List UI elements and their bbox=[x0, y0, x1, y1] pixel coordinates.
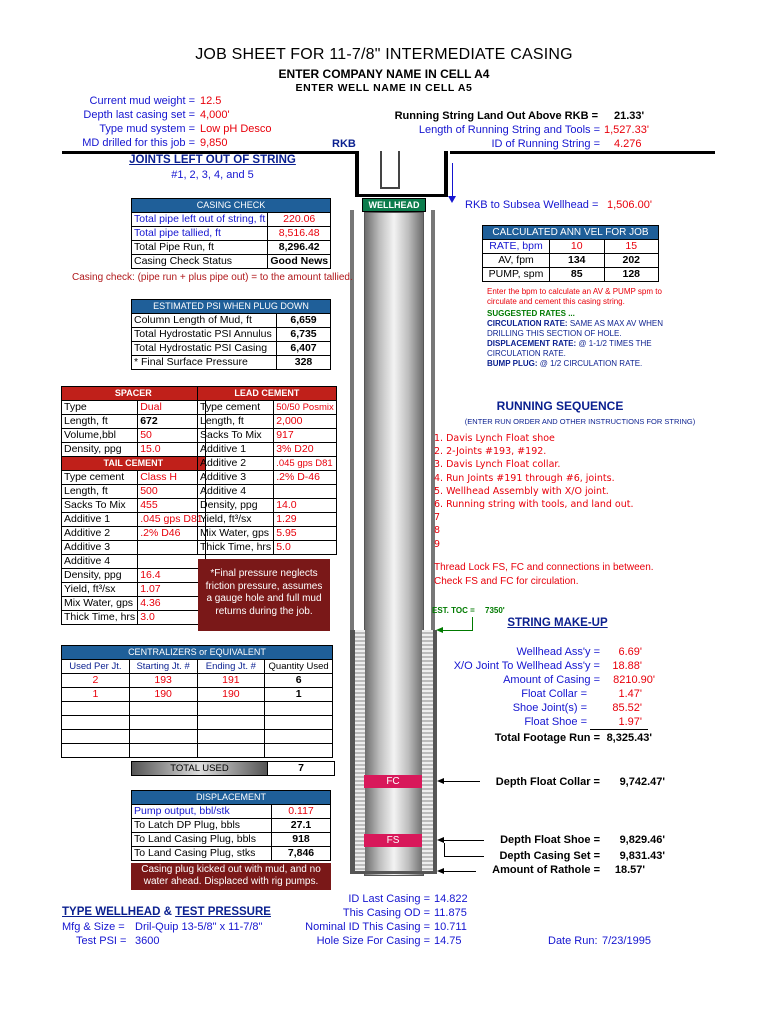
cent-cell bbox=[197, 716, 265, 730]
mud-weight-value: 12.5 bbox=[200, 95, 222, 107]
psi-value: 6,407 bbox=[277, 342, 331, 356]
psi-value: 6,735 bbox=[277, 328, 331, 342]
rkb-label: RKB bbox=[332, 138, 356, 150]
av-v2: 202 bbox=[604, 254, 659, 268]
depth-fc-label: Depth Float Collar = bbox=[495, 776, 600, 788]
rkb-subsea-value: 1,506.00' bbox=[607, 199, 652, 211]
landout-value: 21.33' bbox=[614, 110, 645, 122]
makeup-label: Amount of Casing = bbox=[503, 674, 600, 686]
tail-label: Additive 2 bbox=[62, 527, 138, 541]
disp-label: To Latch DP Plug, bbls bbox=[132, 819, 272, 833]
test-psi-label: Test PSI = bbox=[76, 935, 127, 947]
sequence-item: 6. Running string with tools, and land out. bbox=[434, 499, 634, 511]
tail-label: Mix Water, gps bbox=[62, 597, 138, 611]
casing-od-value: 11.875 bbox=[434, 907, 467, 919]
cc-label: Casing Check Status bbox=[132, 255, 268, 269]
bump-label: BUMP PLUG: bbox=[487, 359, 538, 368]
spacer-value: 15.0 bbox=[138, 443, 205, 457]
psi-label: * Final Surface Pressure bbox=[132, 356, 277, 370]
tail-value: 16.4 bbox=[138, 569, 205, 583]
makeup-total-label: Total Footage Run = bbox=[494, 732, 600, 744]
sequence-item: 1. Davis Lynch Float shoe bbox=[434, 433, 555, 444]
lead-value: 5.0 bbox=[274, 541, 337, 555]
subsea-arrow-head bbox=[448, 196, 456, 203]
tail-value: Class H bbox=[138, 471, 205, 485]
spacer-value: 672 bbox=[138, 415, 205, 429]
cent-cell bbox=[265, 730, 333, 744]
lead-value: .045 gps D81 bbox=[274, 457, 337, 471]
test-psi-value: 3600 bbox=[135, 935, 160, 947]
cent-cell bbox=[197, 744, 265, 758]
table-row bbox=[62, 674, 333, 688]
psi-label: Total Hydrostatic PSI Annulus bbox=[132, 328, 277, 342]
sequence-item: 3. Davis Lynch Float collar. bbox=[434, 459, 561, 471]
tail-label: Density, ppg bbox=[62, 569, 138, 583]
makeup-value: 8210.90' bbox=[613, 674, 655, 686]
casing-od-label: This Casing OD = bbox=[342, 907, 430, 919]
sequence-item: 4. Run Joints #191 through #6, joints. bbox=[434, 472, 615, 484]
lead-label: Density, ppg bbox=[198, 499, 274, 513]
cent-cell: 190 bbox=[129, 688, 197, 702]
wellhead-title-amp: & bbox=[163, 906, 172, 918]
float-collar-marker: FC bbox=[364, 775, 422, 788]
est-toc-label: EST. TOC = bbox=[432, 606, 475, 615]
tail-value: .045 gps D81 bbox=[138, 513, 205, 527]
running-sequence-list bbox=[434, 432, 724, 551]
company-name: ENTER COMPANY NAME IN CELL A4 bbox=[278, 67, 490, 81]
cent-header: Used Per Jt. bbox=[62, 660, 130, 674]
av-v1: 10 bbox=[550, 240, 605, 254]
nominal-id-label: Nominal ID This Casing = bbox=[305, 921, 430, 933]
disp-label: Pump output, bbl/stk bbox=[132, 805, 272, 819]
mud-weight-label: Current mud weight = bbox=[89, 95, 195, 107]
well-name: ENTER WELL NAME IN CELL A5 bbox=[295, 82, 473, 94]
cent-cell: 193 bbox=[129, 674, 197, 688]
casing-check-title: CASING CHECK bbox=[132, 199, 331, 213]
running-id-value: 4.276 bbox=[614, 138, 642, 150]
disp-value: 7,846 bbox=[272, 847, 331, 861]
last-casing-label: Depth last casing set = bbox=[83, 109, 195, 121]
spacer-value: 50 bbox=[138, 429, 205, 443]
joints-left-title: JOINTS LEFT OUT OF STRING bbox=[129, 154, 296, 166]
cent-header: Quantity Used bbox=[265, 660, 333, 674]
makeup-label: Shoe Joint(s) = bbox=[512, 702, 587, 714]
nominal-id-value: 10.711 bbox=[434, 921, 467, 933]
landout-label: Running String Land Out Above RKB = bbox=[394, 110, 598, 122]
table-row bbox=[62, 716, 333, 730]
makeup-value: 18.88' bbox=[612, 660, 642, 672]
av-v2: 15 bbox=[604, 240, 659, 254]
table-row bbox=[62, 730, 333, 744]
lead-label: Additive 4 bbox=[198, 485, 274, 499]
date-run-value: 7/23/1995 bbox=[602, 935, 651, 947]
tail-label: Additive 1 bbox=[62, 513, 138, 527]
spacer-label: Volume,bbl bbox=[62, 429, 138, 443]
last-casing-value: 4,000' bbox=[200, 109, 230, 121]
makeup-label: Wellhead Ass'y = bbox=[516, 646, 600, 658]
string-makeup-title bbox=[470, 617, 645, 629]
makeup-value: 85.52' bbox=[612, 702, 642, 714]
depth-cs-value: 9,831.43' bbox=[619, 850, 665, 862]
lead-value: 917 bbox=[274, 429, 337, 443]
makeup-label: Float Collar = bbox=[521, 688, 587, 700]
string-makeup-title-text: STRING MAKE-UP bbox=[507, 617, 608, 629]
hole-size-value: 14.75 bbox=[434, 935, 462, 947]
sequence-item: 2. 2-Joints #193, #192. bbox=[434, 446, 547, 458]
page-title: JOB SHEET FOR 11-7/8" INTERMEDIATE CASING bbox=[195, 46, 573, 63]
rate-notes bbox=[487, 319, 692, 369]
cc-value: 8,296.42 bbox=[268, 241, 331, 255]
md-drilled-value: 9,850 bbox=[200, 137, 228, 149]
casing-check-note: Casing check: (pipe run + plus pipe out) = to the amount tallied. bbox=[72, 272, 353, 283]
cent-cell bbox=[62, 744, 130, 758]
joints-left-list: #1, 2, 3, 4, and 5 bbox=[171, 169, 254, 181]
cent-cell: 1 bbox=[265, 688, 333, 702]
ann-vel-title: CALCULATED ANN VEL FOR JOB bbox=[483, 226, 659, 240]
running-id-label: ID of Running String = bbox=[491, 138, 600, 150]
lead-label: Type cement bbox=[198, 401, 274, 415]
subsea-arrow-line bbox=[452, 163, 453, 199]
disp-label: To Land Casing Plug, stks bbox=[132, 847, 272, 861]
cent-cell bbox=[197, 702, 265, 716]
makeup-sum-line bbox=[590, 729, 648, 730]
mud-system-value: Low pH Desco bbox=[200, 123, 272, 135]
lead-label: Mix Water, gps bbox=[198, 527, 274, 541]
tail-value: 455 bbox=[138, 499, 205, 513]
table-row bbox=[62, 744, 333, 758]
total-used-label: TOTAL USED bbox=[131, 761, 268, 776]
av-v2: 128 bbox=[604, 268, 659, 282]
psi-table bbox=[131, 299, 331, 370]
cc-value: 220.06 bbox=[268, 213, 331, 227]
wellhead-title-a: TYPE WELLHEAD bbox=[62, 906, 161, 918]
lead-value: 14.0 bbox=[274, 499, 337, 513]
tail-label: Additive 4 bbox=[62, 555, 138, 569]
id-last-casing-label: ID Last Casing = bbox=[348, 893, 430, 905]
wellhead-box: WELLHEAD bbox=[362, 198, 426, 212]
makeup-label: Float Shoe = bbox=[524, 716, 587, 728]
cc-status: Good News bbox=[268, 255, 331, 269]
cent-cell bbox=[62, 730, 130, 744]
mud-system-label: Type mud system = bbox=[99, 123, 195, 135]
table-row bbox=[62, 702, 333, 716]
lead-label: Additive 2 bbox=[198, 457, 274, 471]
depth-cs-label: Depth Casing Set = bbox=[499, 850, 600, 862]
disp-value: 918 bbox=[272, 833, 331, 847]
displacement-note: Casing plug kicked out with mud, and no water ahead. Displaced with rig pumps. bbox=[131, 863, 331, 890]
running-sequence-subtitle: (ENTER RUN ORDER AND OTHER INSTRUCTIONS FOR STRING) bbox=[464, 417, 696, 426]
spacer-title: SPACER bbox=[62, 387, 206, 401]
lead-value: 50/50 Posmix bbox=[274, 401, 337, 415]
tail-value: .2% D46 bbox=[138, 527, 205, 541]
cent-cell: 191 bbox=[197, 674, 265, 688]
spacer-label: Density, ppg bbox=[62, 443, 138, 457]
lead-title: LEAD CEMENT bbox=[198, 387, 337, 401]
cent-cell bbox=[62, 716, 130, 730]
tail-title: TAIL CEMENT bbox=[62, 457, 206, 471]
tail-value bbox=[138, 541, 205, 555]
fc-arrow-head bbox=[437, 778, 444, 784]
depth-fs-label: Depth Float Shoe = bbox=[500, 834, 600, 846]
cent-cell bbox=[129, 702, 197, 716]
lead-label: Length, ft bbox=[198, 415, 274, 429]
psi-title: ESTIMATED PSI WHEN PLUG DOWN bbox=[132, 300, 331, 314]
lead-label: Additive 1 bbox=[198, 443, 274, 457]
total-used-value: 7 bbox=[267, 761, 335, 776]
lead-label: Thick Time, hrs bbox=[198, 541, 274, 555]
sequence-item: 5. Wellhead Assembly with X/O joint. bbox=[434, 485, 609, 497]
running-sequence-title: RUNNING SEQUENCE bbox=[496, 399, 624, 413]
rathole-value: 18.57' bbox=[614, 864, 645, 876]
est-toc-value: 7350' bbox=[485, 606, 505, 615]
ann-vel-note: Enter the bpm to calculate an AV & PUMP spm to circulate and cement this casing string. bbox=[487, 287, 662, 306]
tail-value bbox=[138, 555, 205, 569]
rathole-label: Amount of Rathole = bbox=[492, 864, 600, 876]
cent-cell bbox=[62, 702, 130, 716]
makeup-value: 1.47' bbox=[618, 688, 642, 700]
lead-label: Yield, ft³/sx bbox=[198, 513, 274, 527]
tail-label: Type cement bbox=[62, 471, 138, 485]
tail-label: Sacks To Mix bbox=[62, 499, 138, 513]
makeup-total-value: 8,325.43' bbox=[606, 732, 652, 744]
rkb-line-right bbox=[450, 151, 715, 154]
lead-value: 1.29 bbox=[274, 513, 337, 527]
av-label: AV, fpm bbox=[483, 254, 550, 268]
lead-value: 2,000 bbox=[274, 415, 337, 429]
suggested-rates: SUGGESTED RATES ... bbox=[487, 309, 575, 318]
wellhead-test-title bbox=[62, 906, 271, 918]
psi-label: Column Length of Mud, ft bbox=[132, 314, 277, 328]
sequence-note-1: Thread Lock FS, FC and connections in between. bbox=[434, 562, 654, 573]
mfg-value: Dril-Quip 13-5/8" x 11-7/8" bbox=[135, 921, 263, 933]
cent-cell bbox=[265, 744, 333, 758]
rat-arrow-head bbox=[437, 868, 444, 874]
running-length-label: Length of Running String and Tools = bbox=[418, 124, 600, 136]
makeup-value: 1.97' bbox=[618, 716, 642, 728]
cent-header: Ending Jt. # bbox=[197, 660, 265, 674]
cc-value: 8,516.48 bbox=[268, 227, 331, 241]
disp-text: @ 1-1/2 TIMES THE CIRCULATION RATE. bbox=[487, 339, 652, 358]
lead-value: 3% D20 bbox=[274, 443, 337, 457]
id-last-casing-value: 14.822 bbox=[434, 893, 468, 905]
lead-label: Sacks To Mix bbox=[198, 429, 274, 443]
rkb-subsea-label: RKB to Subsea Wellhead = bbox=[465, 199, 599, 211]
tail-value: 1.07 bbox=[138, 583, 205, 597]
cent-cell bbox=[265, 716, 333, 730]
lead-label: Additive 3 bbox=[198, 471, 274, 485]
centralizers-table bbox=[61, 645, 333, 758]
cent-cell bbox=[265, 702, 333, 716]
makeup-label: X/O Joint To Wellhead Ass'y = bbox=[453, 660, 600, 672]
sequence-item: 8 bbox=[434, 525, 441, 537]
fs-arrow-head bbox=[437, 837, 444, 843]
av-label: PUMP, spm bbox=[483, 268, 550, 282]
av-v1: 134 bbox=[550, 254, 605, 268]
tail-label: Thick Time, hrs bbox=[62, 611, 138, 625]
disp-value: 27.1 bbox=[272, 819, 331, 833]
spacer-label: Length, ft bbox=[62, 415, 138, 429]
running-length-value: 1,527.33' bbox=[604, 124, 649, 136]
ann-vel-table bbox=[482, 225, 659, 282]
lead-cement-table bbox=[197, 386, 337, 555]
cent-cell bbox=[129, 744, 197, 758]
float-shoe-marker: FS bbox=[364, 834, 422, 847]
disp-value: 0.117 bbox=[272, 805, 331, 819]
casing-check-table bbox=[131, 198, 331, 269]
centralizers-title: CENTRALIZERS or EQUIVALENT bbox=[62, 646, 333, 660]
cc-label: Total pipe left out of string, ft bbox=[132, 213, 268, 227]
circ-label: CIRCULATION RATE: bbox=[487, 319, 568, 328]
wellhead-title-b: TEST PRESSURE bbox=[175, 906, 271, 918]
psi-label: Total Hydrostatic PSI Casing bbox=[132, 342, 277, 356]
tail-value: 4.36 bbox=[138, 597, 205, 611]
cent-cell: 1 bbox=[62, 688, 130, 702]
makeup-value: 6.69' bbox=[618, 646, 642, 658]
tail-label: Additive 3 bbox=[62, 541, 138, 555]
psi-value: 328 bbox=[277, 356, 331, 370]
lead-value bbox=[274, 485, 337, 499]
disp-label: DISPLACEMENT RATE: bbox=[487, 339, 577, 348]
md-drilled-label: MD drilled for this job = bbox=[82, 137, 195, 149]
tail-value: 3.0 bbox=[138, 611, 205, 625]
tail-label: Yield, ft³/sx bbox=[62, 583, 138, 597]
spacer-value: Dual bbox=[138, 401, 205, 415]
sequence-note-2: Check FS and FC for circulation. bbox=[434, 576, 579, 587]
tail-label: Length, ft bbox=[62, 485, 138, 499]
cent-cell: 6 bbox=[265, 674, 333, 688]
bump-text: @ 1/2 CIRCULATION RATE. bbox=[539, 359, 643, 368]
psi-value: 6,659 bbox=[277, 314, 331, 328]
cent-header: Starting Jt. # bbox=[129, 660, 197, 674]
tail-value: 500 bbox=[138, 485, 205, 499]
sequence-item: 9 bbox=[434, 538, 441, 550]
cc-label: Total Pipe Run, ft bbox=[132, 241, 268, 255]
date-run-label: Date Run: bbox=[548, 935, 598, 947]
cs-bracket bbox=[444, 843, 445, 857]
lead-value: .2% D-46 bbox=[274, 471, 337, 485]
disp-label: To Land Casing Plug, bbls bbox=[132, 833, 272, 847]
depth-fs-value: 9,829.46' bbox=[619, 834, 665, 846]
spacer-label: Type bbox=[62, 401, 138, 415]
cc-label: Total pipe tallied, ft bbox=[132, 227, 268, 241]
displacement-title: DISPLACEMENT bbox=[132, 791, 331, 805]
sequence-item: 7 bbox=[434, 512, 441, 524]
displacement-table bbox=[131, 790, 331, 861]
cent-cell bbox=[129, 730, 197, 744]
lead-value: 5.95 bbox=[274, 527, 337, 541]
cent-cell: 190 bbox=[197, 688, 265, 702]
cent-cell bbox=[129, 716, 197, 730]
cent-cell: 2 bbox=[62, 674, 130, 688]
toc-arrow-line bbox=[442, 630, 473, 631]
circ-text: SAME AS MAX AV WHEN DRILLING THIS SECTION OF HOLE. bbox=[487, 319, 664, 338]
depth-fc-value: 9,742.47' bbox=[619, 776, 665, 788]
cent-cell bbox=[197, 730, 265, 744]
table-row bbox=[62, 688, 333, 702]
av-v1: 85 bbox=[550, 268, 605, 282]
hole-size-label: Hole Size For Casing = bbox=[316, 935, 430, 947]
toc-arrow-head bbox=[436, 627, 443, 633]
mfg-label: Mfg & Size = bbox=[62, 921, 125, 933]
spacer-tail-table bbox=[61, 386, 206, 625]
pressure-note: *Final pressure neglects friction pressure, assumes a gauge hole and full mud returns during the job. bbox=[198, 559, 330, 631]
av-label: RATE, bpm bbox=[483, 240, 550, 254]
